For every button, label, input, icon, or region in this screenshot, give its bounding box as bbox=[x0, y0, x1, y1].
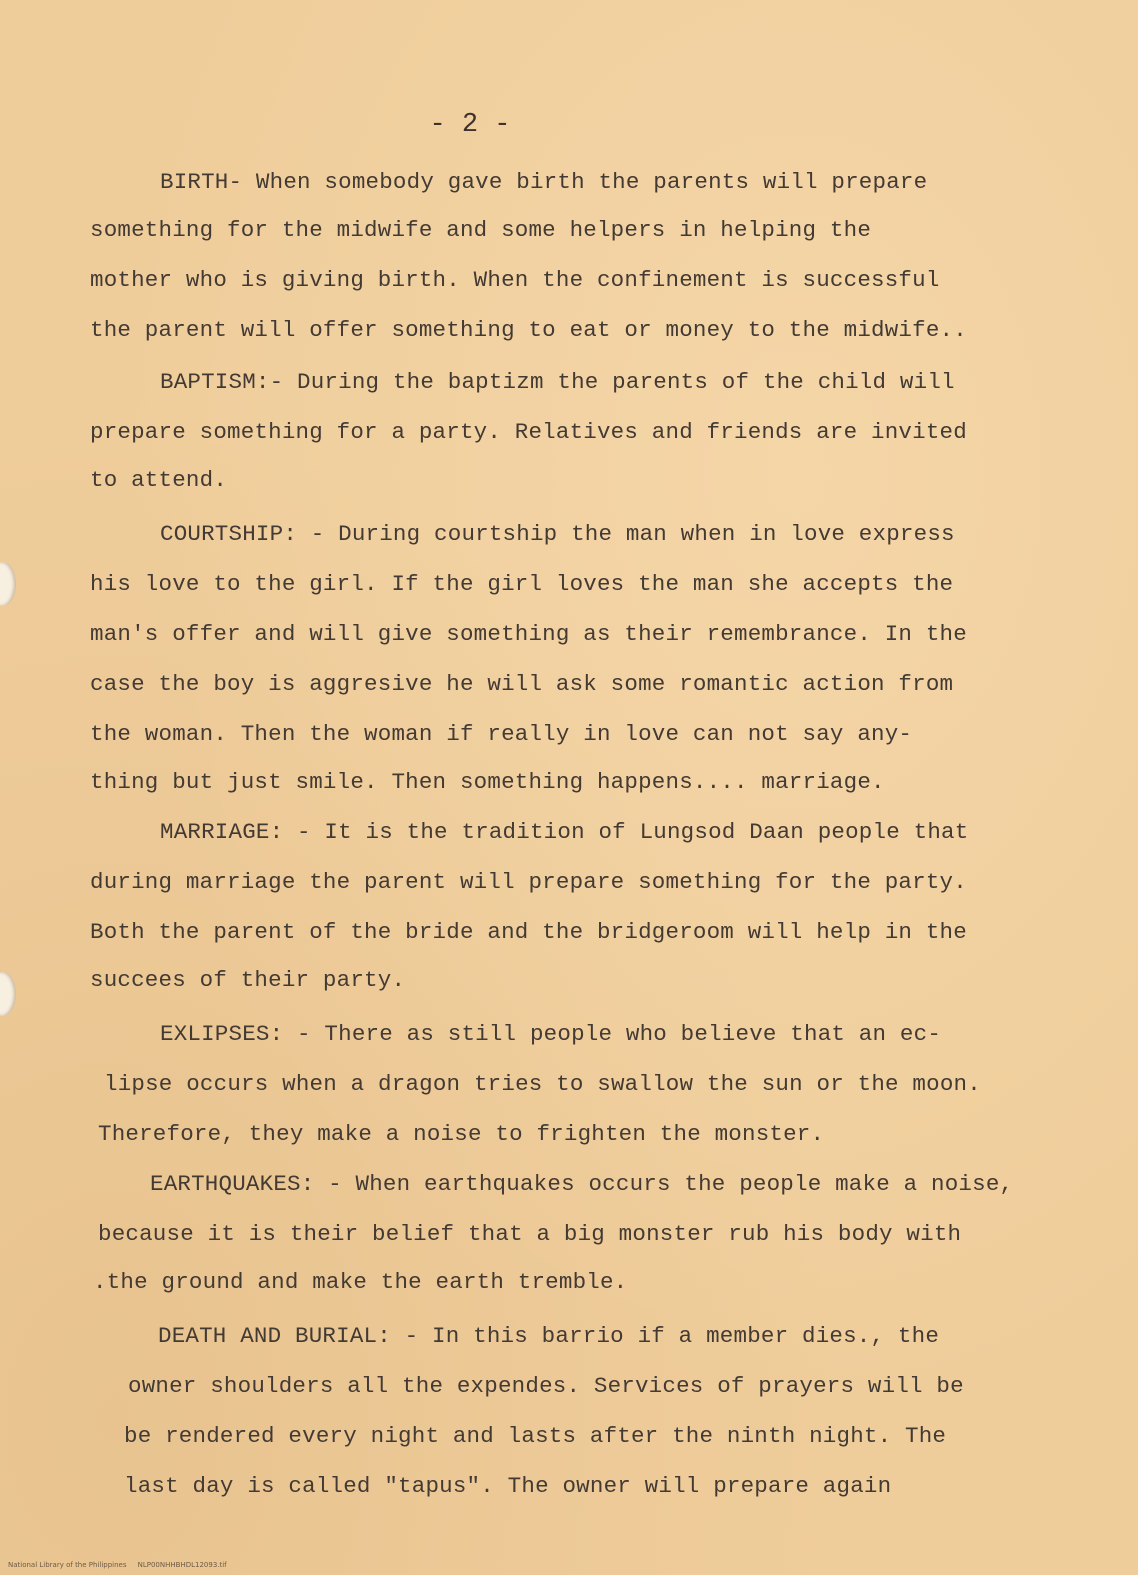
text-line: MARRIAGE: - It is the tradition of Lungsod Daan people that bbox=[160, 819, 969, 845]
text-line: be rendered every night and lasts after the ninth night. The bbox=[124, 1423, 947, 1449]
text-line: because it is their belief that a big monster rub his body with bbox=[98, 1221, 962, 1247]
text-line: his love to the girl. If the girl loves the man she accepts the bbox=[90, 571, 954, 597]
text-line: COURTSHIP: - During courtship the man when in love express bbox=[160, 521, 955, 547]
text-line: the parent will offer something to eat or money to the midwife.. bbox=[90, 317, 967, 343]
text-line: mother who is giving birth. When the confinement is successful bbox=[90, 267, 940, 293]
text-line: last day is called "tapus". The owner will prepare again bbox=[124, 1473, 892, 1499]
text-line: lipse occurs when a dragon tries to swallow the sun or the moon. bbox=[104, 1071, 981, 1097]
text-line: something for the midwife and some helpers in helping the bbox=[90, 217, 872, 243]
text-line: owner shoulders all the expendes. Services of prayers will be bbox=[128, 1373, 964, 1399]
text-line: Both the parent of the bride and the bridgeroom will help in the bbox=[90, 919, 967, 945]
archive-footer: National Library of the Philippines NLP00NHHBHDL12093.tif bbox=[8, 1561, 227, 1569]
text-line: Therefore, they make a noise to frighten the monster. bbox=[98, 1121, 825, 1147]
text-line: case the boy is aggresive he will ask some romantic action from bbox=[90, 671, 954, 697]
text-line: BIRTH- When somebody gave birth the parents will prepare bbox=[160, 169, 928, 195]
text-line: BAPTISM:- During the baptizm the parents of the child will bbox=[160, 369, 955, 395]
text-line: EARTHQUAKES: - When earthquakes occurs the people make a noise, bbox=[150, 1171, 1014, 1197]
text-line: prepare something for a party. Relatives and friends are invited bbox=[90, 419, 967, 445]
text-line: during marriage the parent will prepare something for the party. bbox=[90, 869, 967, 895]
text-line: succees of their party. bbox=[90, 967, 406, 993]
text-line: thing but just smile. Then something happens.... marriage. bbox=[90, 769, 885, 795]
text-line: to attend. bbox=[90, 467, 228, 493]
text-line: man's offer and will give something as their remembrance. In the bbox=[90, 621, 967, 647]
text-line: DEATH AND BURIAL: - In this barrio if a member dies., the bbox=[158, 1323, 940, 1349]
text-line: the woman. Then the woman if really in love can not say any- bbox=[90, 721, 913, 747]
punch-hole bbox=[0, 562, 16, 606]
text-line: .the ground and make the earth tremble. bbox=[93, 1269, 628, 1295]
punch-hole bbox=[0, 972, 16, 1016]
text-line: EXLIPSES: - There as still people who believe that an ec- bbox=[160, 1021, 942, 1047]
page-number: - 2 - bbox=[429, 110, 511, 140]
